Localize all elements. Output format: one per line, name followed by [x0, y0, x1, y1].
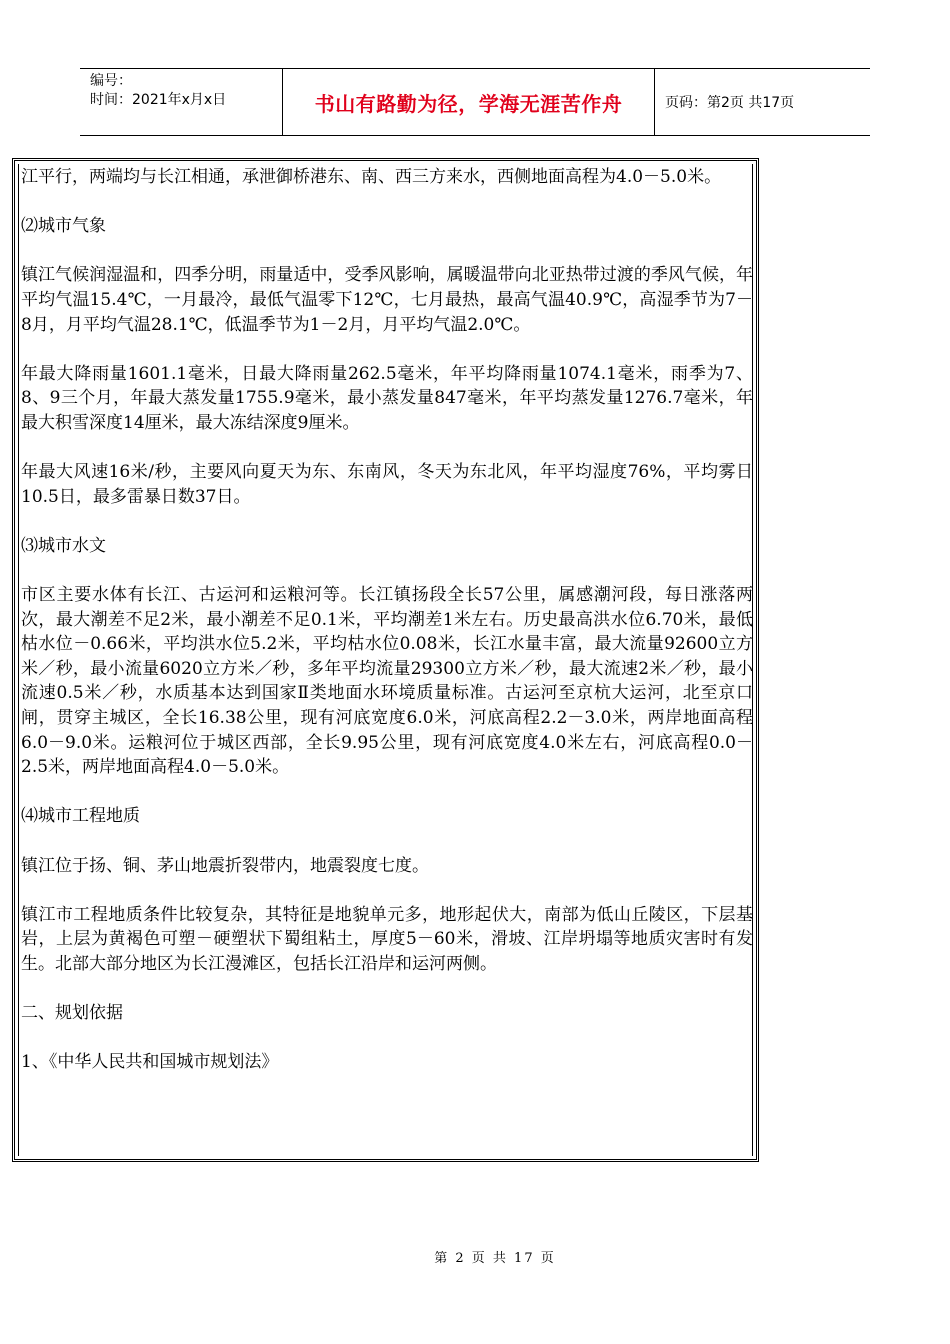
paragraph-wind: 年最大风速16米/秒，主要风向夏天为东、东南风，冬天为东北风，年平均湿度76%，平均雾日10.5日，最多雷暴日数37日。: [21, 462, 753, 507]
paragraph-planning-law: 1、《中华人民共和国城市规划法》: [21, 1052, 279, 1073]
section-heading-geology: ⑷城市工程地质: [21, 806, 140, 827]
header-motto: 书山有路勤为径，学海无涯苦作舟: [282, 69, 655, 135]
paragraph-geology: 镇江市工程地质条件比较复杂，其特征是地貌单元多，地形起伏大，南部为低山丘陵区，下层基岩，上层为黄褐色可塑－硬塑状下蜀组粘土，厚度5－60米，滑坡、江岸坍塌等地质灾害时有发生。北部大部分地区为长江漫滩区，包括长江沿岸和运河两侧。: [21, 904, 753, 974]
serial-number-label: 编号：: [90, 73, 132, 89]
page-header: [80, 68, 870, 136]
time-label: 时间：2021年x月x日: [90, 92, 227, 108]
section-heading-planning-basis: 二、规划依据: [21, 1003, 123, 1024]
paragraph-climate: 镇江气候润湿温和，四季分明，雨量适中，受季风影响，属暖温带向北亚热带过渡的季风气候，年平均气温15.4℃，一月最冷，最低气温零下12℃，七月最热，最高气温40.9℃，高湿季节为7－8月，月平均气温28.1℃，低温季节为1－2月，月平均气温2.0℃。: [21, 265, 753, 335]
header-page-info: 页码：第2页 共17页: [665, 95, 795, 111]
page-footer: 第 2 页 共 17 页: [434, 1251, 556, 1266]
paragraph-seismic: 镇江位于扬、铜、茅山地震折裂带内，地震裂度七度。: [21, 855, 429, 876]
paragraph-rainfall: 年最大降雨量1601.1毫米，日最大降雨量262.5毫米，年平均降雨量1074.1毫米，雨季为7、8、9三个月，年最大蒸发量1755.9毫米，最小蒸发量847毫米，年平均蒸发量1276.7毫米，年最大积雪深度14厘米，最大冻结深度9厘米。: [21, 363, 753, 433]
header-meta: [80, 69, 282, 135]
content-frame: [12, 158, 759, 1162]
section-heading-climate: ⑵城市气象: [21, 216, 106, 237]
section-heading-hydrology: ⑶城市水文: [21, 535, 106, 556]
paragraph-river-continued: 江平行，两端均与长江相通，承泄御桥港东、南、西三方来水，西侧地面高程为4.0－5.0米。: [21, 167, 722, 187]
document-body: [21, 165, 753, 1075]
paragraph-hydrology: 市区主要水体有长江、古运河和运粮河等。长江镇扬段全长57公里，属感潮河段，每日涨落两次，最大潮差不足2米，最小潮差不足0.1米，平均潮差1米左右。历史最高洪水位6.70米，最低枯水位－0.66米，平均洪水位5.2米，平均枯水位0.08米，长江水量丰富，最大流量92600立方米／秒，最小流量6020立方米／秒，多年平均流量29300立方米／秒，最大流速2米／秒，最小流速0.5米／秒，水质基本达到国家Ⅱ类地面水环境质量标准。古运河至京杭大运河，北至京口闸，贯穿主城区，全长16.38公里，现有河底宽度6.0米，河底高程2.2－3.0米，两岸地面高程6.0－9.0米。运粮河位于城区西部，全长9.95公里，现有河底宽度4.0米左右，河底高程0.0－2.5米，两岸地面高程4.0－5.0米。: [21, 585, 753, 778]
